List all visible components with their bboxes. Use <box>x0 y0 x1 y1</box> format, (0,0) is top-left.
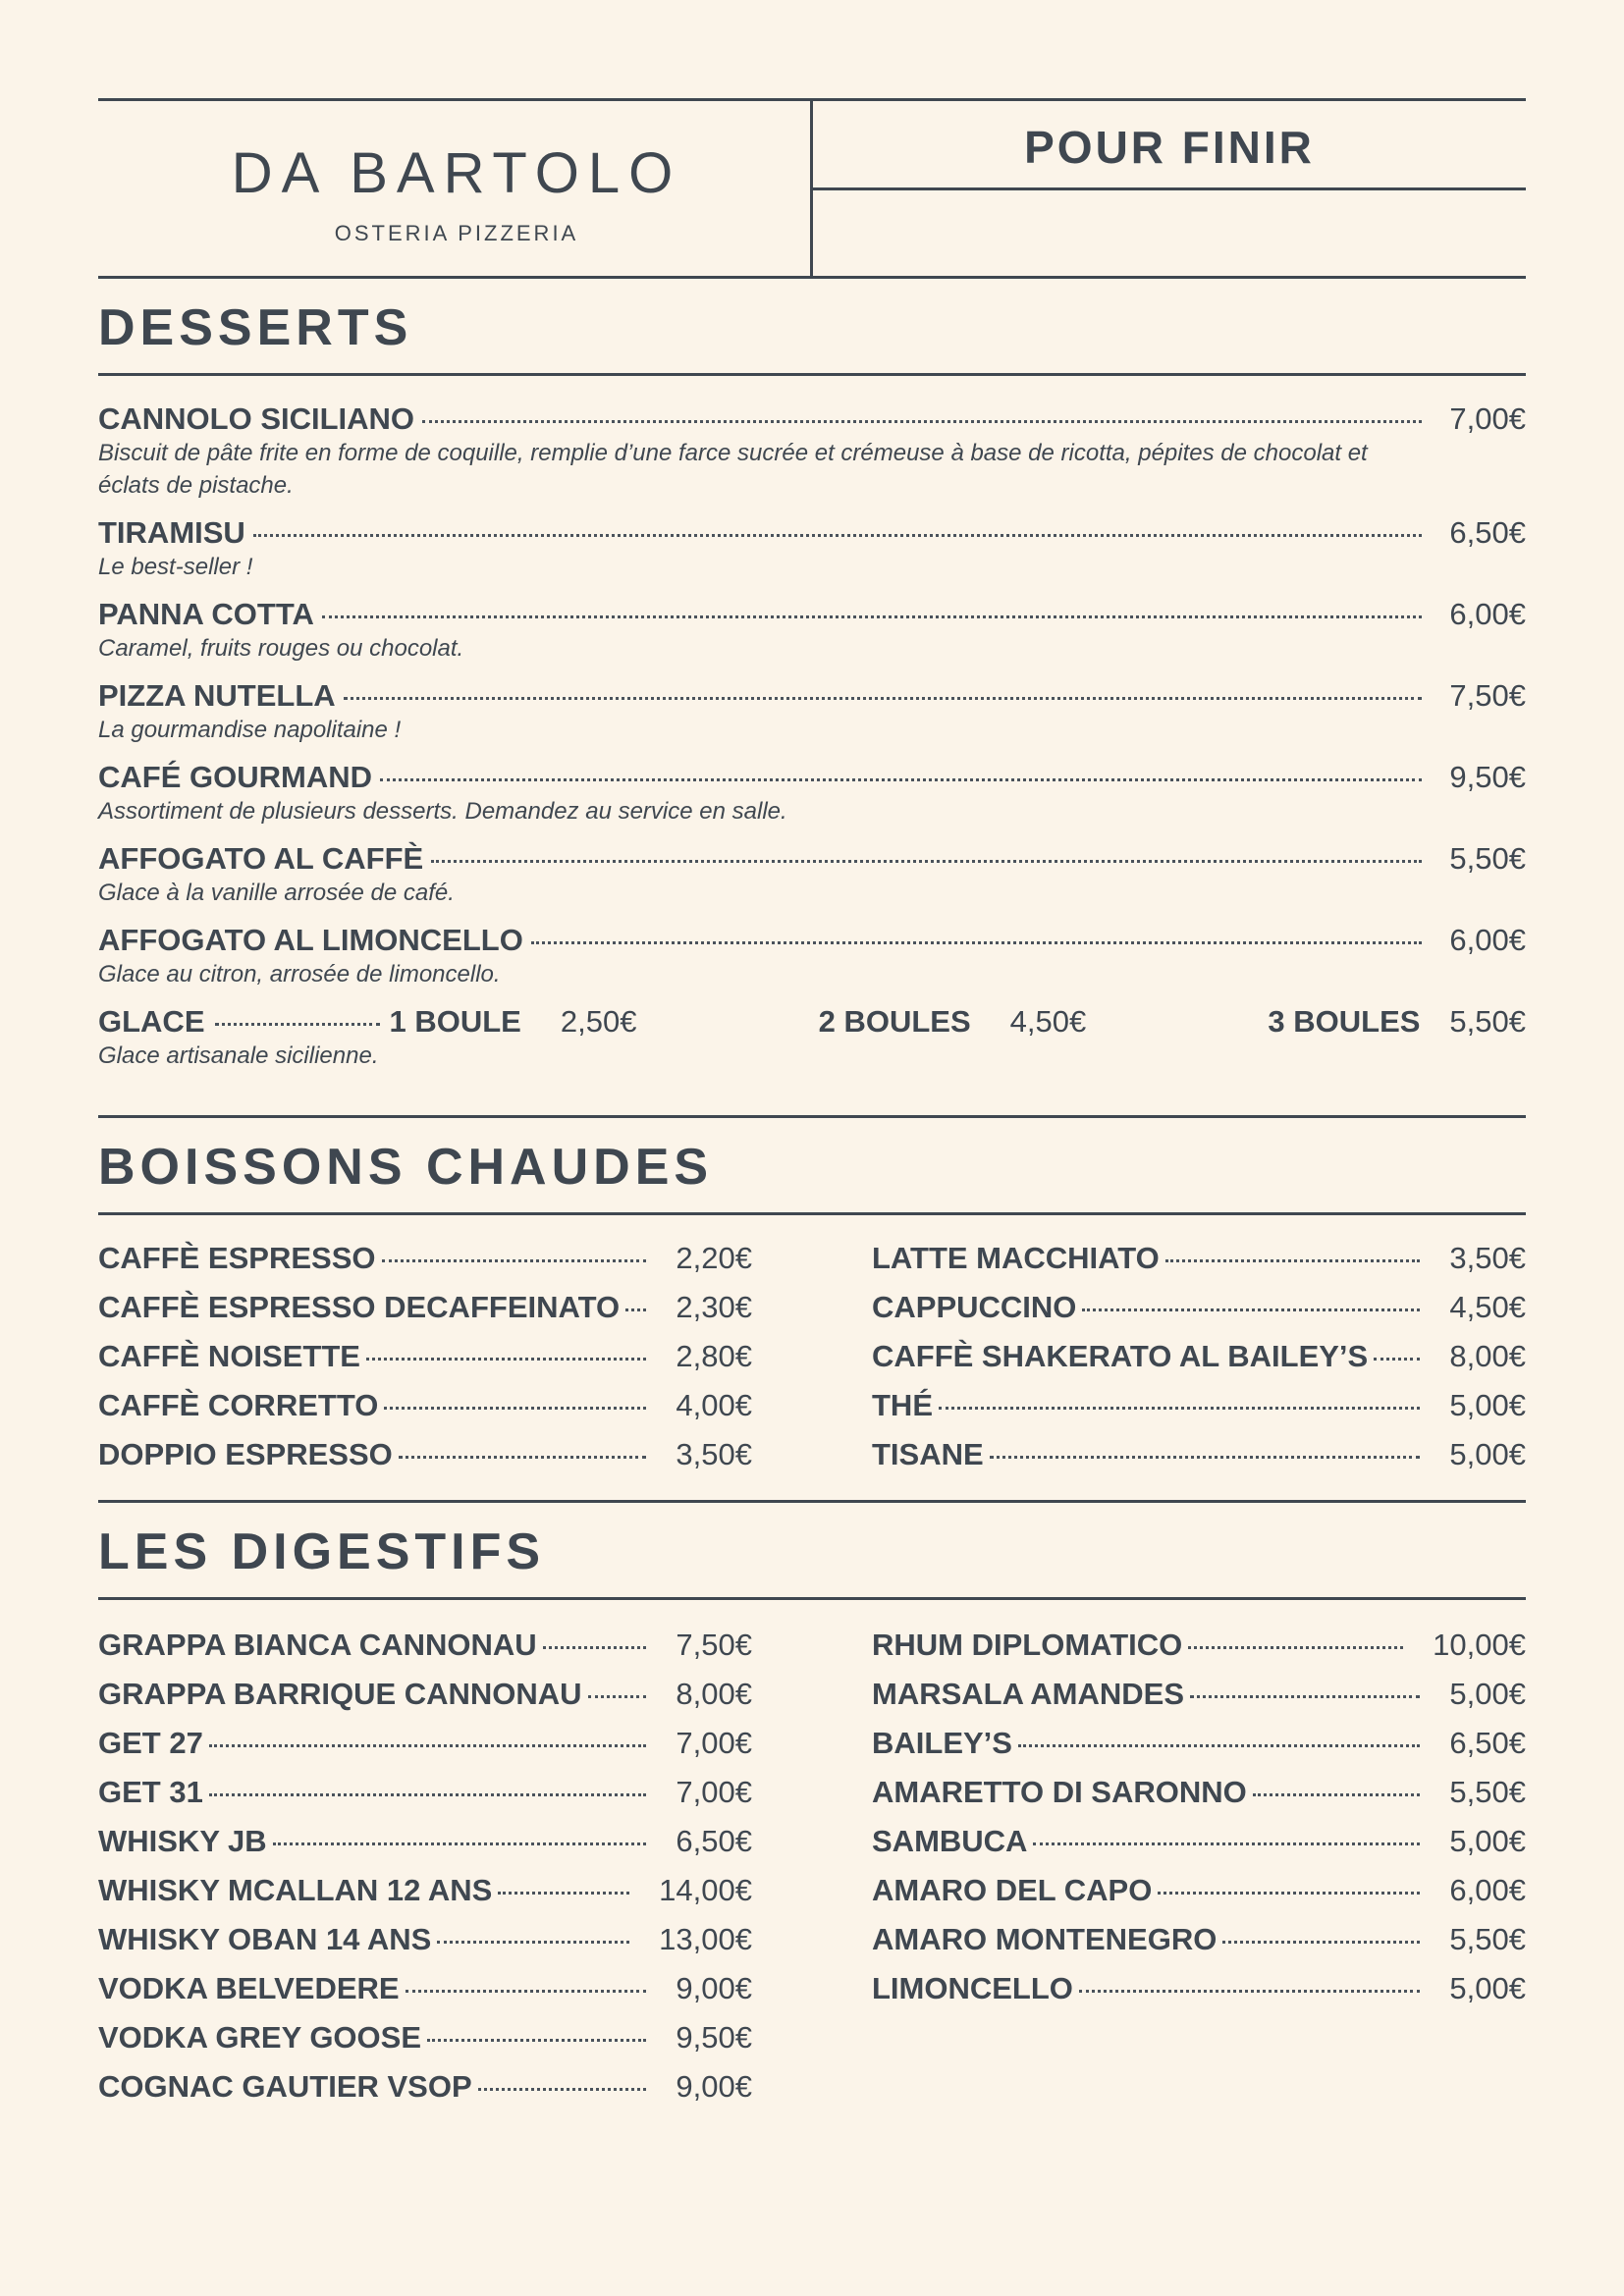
dessert-item <box>98 515 1526 583</box>
item-name: GET 27 <box>98 1726 203 1760</box>
glace-price-2: 4,50€ <box>1009 1004 1087 1039</box>
glace-option-2: 2 BOULES <box>818 1004 971 1039</box>
dessert-description: Biscuit de pâte frite en forme de coquille, remplie d’une farce sucrée et crémeuse à base de ricotta, pépites de chocolat et éclats de pistache. <box>98 440 1368 499</box>
dessert-item <box>98 401 1526 502</box>
item-price: 10,00€ <box>1433 1628 1526 1662</box>
desserts-list <box>98 376 1526 1115</box>
item-name: VODKA GREY GOOSE <box>98 2020 422 2055</box>
item-name: GRAPPA BIANCA CANNONAU <box>98 1628 537 1662</box>
dessert-description: Glace au citron, arrosée de limoncello. <box>98 961 501 988</box>
item-price: 4,50€ <box>1449 1290 1526 1324</box>
item-name: RHUM DIPLOMATICO <box>872 1628 1183 1662</box>
item-name: WHISKY OBAN 14 ANS <box>98 1922 432 1956</box>
list-item <box>98 1339 752 1388</box>
dot-leader <box>478 2088 647 2091</box>
item-price: 9,00€ <box>676 2069 752 2104</box>
item-name: WHISKY MCALLAN 12 ANS <box>98 1873 493 1907</box>
dessert-row <box>98 678 1526 714</box>
item-price: 6,50€ <box>676 1824 752 1858</box>
dessert-price: 7,00€ <box>1449 401 1526 436</box>
glace-option-1: 1 BOULE <box>389 1004 521 1039</box>
list-item <box>872 1339 1526 1388</box>
dessert-row <box>98 760 1526 795</box>
dessert-item <box>98 678 1526 746</box>
dot-leader <box>427 2039 646 2042</box>
item-price: 9,50€ <box>676 2020 752 2055</box>
glace-description: Glace artisanale sicilienne. <box>98 1042 379 1069</box>
dessert-row <box>98 515 1526 551</box>
dessert-item <box>98 760 1526 828</box>
item-price: 6,00€ <box>1449 1873 1526 1907</box>
glace-item <box>98 1004 1526 1072</box>
dot-leader <box>990 1456 1421 1459</box>
dot-leader <box>273 1842 647 1845</box>
dot-leader <box>1158 1892 1420 1895</box>
list-item <box>872 1628 1526 1677</box>
dot-leader <box>437 1941 629 1944</box>
item-name: GRAPPA BARRIQUE CANNONAU <box>98 1677 582 1711</box>
brand-logo: DA BARTOLO <box>231 141 682 205</box>
digestifs-heading: LES DIGESTIFS <box>98 1503 1526 1600</box>
list-item <box>872 1775 1526 1824</box>
item-name: CAPPUCCINO <box>872 1290 1077 1324</box>
boissons-heading: BOISSONS CHAUDES <box>98 1118 1526 1215</box>
item-price: 2,30€ <box>676 1290 752 1324</box>
boissons-right-column <box>872 1241 1526 1486</box>
item-price: 13,00€ <box>659 1922 752 1956</box>
item-price: 5,50€ <box>1449 1922 1526 1956</box>
item-name: AMARO DEL CAPO <box>872 1873 1153 1907</box>
list-item <box>98 1677 752 1726</box>
menu-header <box>98 98 1526 279</box>
item-price: 9,00€ <box>676 1971 752 2005</box>
item-price: 5,50€ <box>1449 1775 1526 1809</box>
dessert-name: TIRAMISU <box>98 515 245 550</box>
item-price: 2,20€ <box>676 1241 752 1275</box>
list-item <box>98 1726 752 1775</box>
boissons-list <box>98 1215 1526 1500</box>
dessert-item <box>98 923 1526 990</box>
dot-leader <box>253 534 1423 537</box>
glace-price-3: 5,50€ <box>1449 1004 1526 1039</box>
item-price: 6,50€ <box>1449 1726 1526 1760</box>
digestifs-list <box>98 1600 1526 2118</box>
list-item <box>98 1628 752 1677</box>
list-item <box>872 1873 1526 1922</box>
item-price: 4,00€ <box>676 1388 752 1422</box>
dot-leader <box>366 1358 646 1361</box>
item-price: 5,00€ <box>1449 1677 1526 1711</box>
dessert-row <box>98 401 1526 437</box>
dessert-price: 7,50€ <box>1449 678 1526 713</box>
list-item <box>872 1677 1526 1726</box>
dot-leader <box>382 1259 647 1262</box>
list-item <box>98 1290 752 1339</box>
digestifs-left-column <box>98 1628 752 2118</box>
list-item <box>872 1824 1526 1873</box>
dot-leader <box>939 1407 1420 1410</box>
dessert-price: 6,00€ <box>1449 923 1526 957</box>
item-name: CAFFÈ NOISETTE <box>98 1339 360 1373</box>
dessert-price: 5,50€ <box>1449 841 1526 876</box>
item-price: 3,50€ <box>676 1437 752 1471</box>
item-name: SAMBUCA <box>872 1824 1028 1858</box>
dot-leader <box>498 1892 629 1895</box>
item-price: 5,00€ <box>1449 1824 1526 1858</box>
list-item <box>872 1437 1526 1486</box>
item-name: GET 31 <box>98 1775 203 1809</box>
brand-subtitle: OSTERIA PIZZERIA <box>334 221 579 245</box>
dot-leader <box>1253 1793 1421 1796</box>
dessert-description: La gourmandise napolitaine ! <box>98 717 402 743</box>
dot-leader <box>384 1407 646 1410</box>
list-item <box>98 1437 752 1486</box>
item-price: 5,00€ <box>1449 1437 1526 1471</box>
item-name: TISANE <box>872 1437 984 1471</box>
list-item <box>98 2020 752 2069</box>
item-name: CAFFÈ CORRETTO <box>98 1388 379 1422</box>
dessert-name: PIZZA NUTELLA <box>98 678 336 713</box>
boissons-left-column <box>98 1241 752 1486</box>
list-item <box>872 1726 1526 1775</box>
list-item <box>98 1241 752 1290</box>
dot-leader <box>1374 1358 1420 1361</box>
dot-leader <box>406 1990 647 1993</box>
digestifs-right-column <box>872 1628 1526 2118</box>
dessert-price: 9,50€ <box>1449 760 1526 794</box>
list-item <box>98 1775 752 1824</box>
item-price: 7,00€ <box>676 1726 752 1760</box>
list-item <box>872 1971 1526 2020</box>
dot-leader <box>588 1695 647 1698</box>
dot-leader <box>322 615 1423 618</box>
item-price: 5,00€ <box>1449 1971 1526 2005</box>
item-name: CAFFÈ ESPRESSO <box>98 1241 376 1275</box>
dessert-price: 6,50€ <box>1449 515 1526 550</box>
list-item <box>98 2069 752 2118</box>
glace-name: GLACE <box>98 1004 205 1039</box>
dot-leader <box>380 778 1422 781</box>
dessert-description: Le best-seller ! <box>98 554 253 580</box>
list-item <box>872 1388 1526 1437</box>
item-price: 5,00€ <box>1449 1388 1526 1422</box>
dot-leader <box>209 1744 647 1747</box>
item-name: BAILEY’S <box>872 1726 1012 1760</box>
dessert-description: Assortiment de plusieurs desserts. Demandez au service en salle. <box>98 798 787 825</box>
list-item <box>872 1290 1526 1339</box>
list-item <box>98 1873 752 1922</box>
item-name: LATTE MACCHIATO <box>872 1241 1160 1275</box>
item-price: 3,50€ <box>1449 1241 1526 1275</box>
dot-leader <box>209 1793 647 1796</box>
dot-leader <box>543 1646 647 1649</box>
item-name: THÉ <box>872 1388 933 1422</box>
dot-leader <box>1188 1646 1403 1649</box>
page-title: POUR FINIR <box>1024 122 1315 173</box>
dot-leader <box>1082 1308 1420 1311</box>
dot-leader <box>1222 1941 1420 1944</box>
list-item <box>98 1971 752 2020</box>
dot-leader <box>1079 1990 1421 1993</box>
dessert-description: Glace à la vanille arrosée de café. <box>98 880 455 906</box>
dessert-name: CANNOLO SICILIANO <box>98 401 415 436</box>
list-item <box>872 1922 1526 1971</box>
dessert-row <box>98 597 1526 632</box>
item-name: MARSALA AMANDES <box>872 1677 1185 1711</box>
item-price: 8,00€ <box>1449 1339 1526 1373</box>
dessert-name: AFFOGATO AL LIMONCELLO <box>98 923 523 957</box>
dot-leader <box>399 1456 647 1459</box>
list-item <box>98 1922 752 1971</box>
item-name: AMARETTO DI SARONNO <box>872 1775 1247 1809</box>
glace-price-1: 2,50€ <box>560 1004 637 1039</box>
item-name: LIMONCELLO <box>872 1971 1073 2005</box>
dessert-row <box>98 841 1526 877</box>
desserts-heading: DESSERTS <box>98 279 1526 376</box>
header-rule <box>813 187 1526 190</box>
item-price: 8,00€ <box>676 1677 752 1711</box>
dot-leader <box>215 1023 380 1026</box>
item-name: CAFFÈ ESPRESSO DECAFFEINATO <box>98 1290 621 1324</box>
item-name: DOPPIO ESPRESSO <box>98 1437 393 1471</box>
glace-option-3: 3 BOULES <box>1268 1004 1421 1039</box>
item-price: 14,00€ <box>659 1873 752 1907</box>
dessert-row <box>98 923 1526 958</box>
dot-leader <box>1165 1259 1421 1262</box>
dessert-name: PANNA COTTA <box>98 597 314 631</box>
item-name: CAFFÈ SHAKERATO AL BAILEY’S <box>872 1339 1369 1373</box>
dot-leader <box>625 1308 646 1311</box>
dot-leader <box>1190 1695 1420 1698</box>
dessert-price: 6,00€ <box>1449 597 1526 631</box>
dessert-name: CAFÉ GOURMAND <box>98 760 372 794</box>
list-item <box>98 1388 752 1437</box>
item-name: WHISKY JB <box>98 1824 267 1858</box>
list-item <box>98 1824 752 1873</box>
item-name: COGNAC GAUTIER VSOP <box>98 2069 472 2104</box>
item-price: 7,50€ <box>676 1628 752 1662</box>
item-price: 7,00€ <box>676 1775 752 1809</box>
menu-page <box>98 98 1526 2118</box>
item-name: AMARO MONTENEGRO <box>872 1922 1218 1956</box>
item-price: 2,80€ <box>676 1339 752 1373</box>
list-item <box>872 1241 1526 1290</box>
dot-leader <box>1033 1842 1420 1845</box>
dot-leader <box>531 941 1423 944</box>
dot-leader <box>1018 1744 1420 1747</box>
dessert-name: AFFOGATO AL CAFFÈ <box>98 841 424 876</box>
dessert-description: Caramel, fruits rouges ou chocolat. <box>98 635 464 662</box>
dot-leader <box>422 420 1422 423</box>
item-name: VODKA BELVEDERE <box>98 1971 400 2005</box>
dot-leader <box>431 860 1422 863</box>
dessert-item <box>98 841 1526 909</box>
dessert-item <box>98 597 1526 665</box>
dot-leader <box>344 697 1423 700</box>
